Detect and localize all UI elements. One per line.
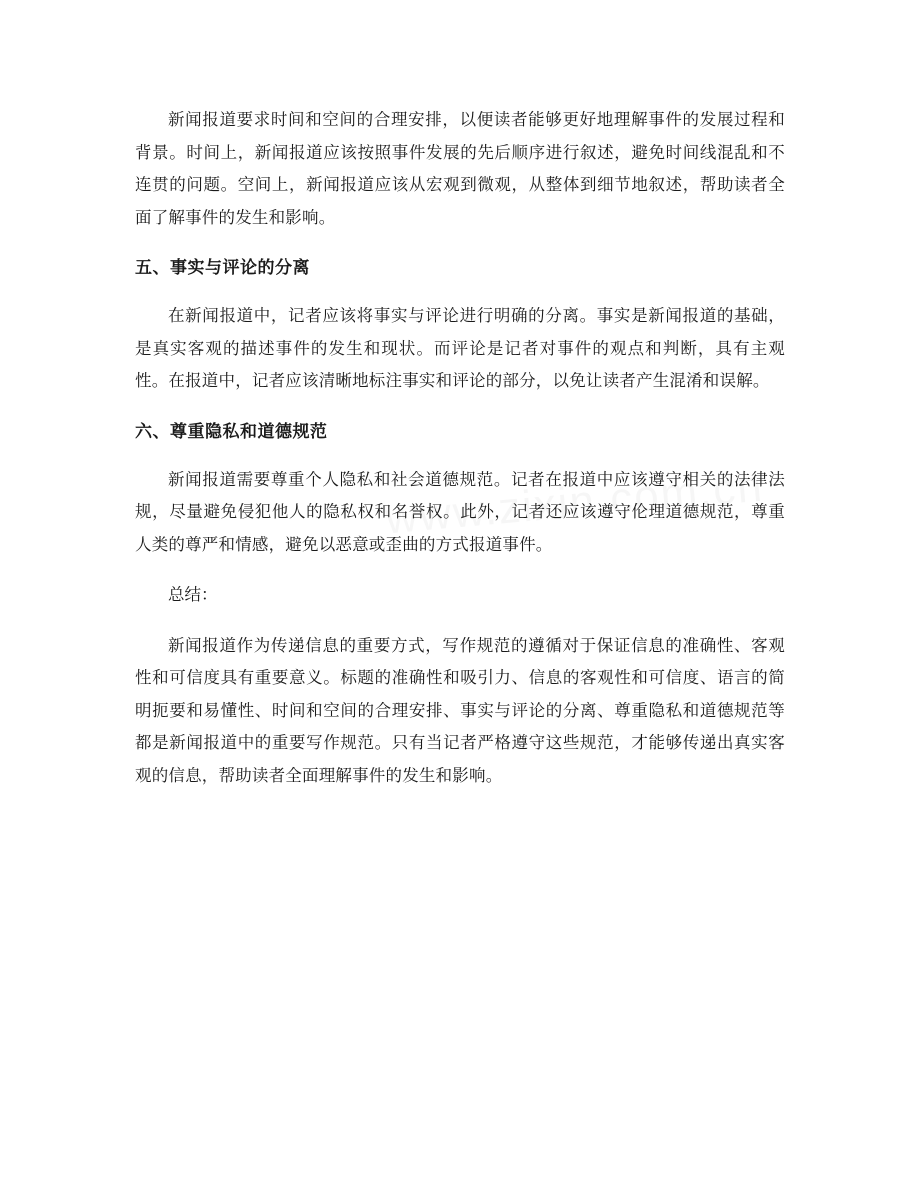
section-heading-6: 六、尊重隐私和道德规范 [135,421,328,442]
section-heading-5: 五、事实与评论的分离 [135,258,310,278]
document-body [135,104,785,810]
paragraph-time-space: 新闻报道要求时间和空间的合理安排，以便读者能够更好地理解事件的发展过程和背景。时间上，新闻报道应该按照事件发展的先后顺序进行叙述，避免时间线混乱和不连贯的问题。空间上，新闻报道应该从宏观到微观，从整体到细节地叙述，帮助读者全面了解事件的发生和影响。 [135,110,785,227]
paragraph-summary: 新闻报道作为传递信息的重要方式，写作规范的遵循对于保证信息的准确性、客观性和可信度具有重要意义。标题的准确性和吸引力、信息的客观性和可信度、语言的简明扼要和易懂性、时间和空间的合理安排、事实与评论的分离、尊重隐私和道德规范等都是新闻报道中的重要写作规范。只有当记者严格遵守这些规范，才能够传递出真实客观的信息，帮助读者全面理解事件的发生和影响。 [135,635,785,785]
paragraph-privacy-ethics: 新闻报道需要尊重个人隐私和社会道德规范。记者在报道中应该遵守相关的法律法规，尽量避免侵犯他人的隐私权和名誉权。此外，记者还应该遵守伦理道德规范，尊重人类的尊严和情感，避免以恶意或歪曲的方式报道事件。 [135,469,785,554]
paragraph-fact-comment: 在新闻报道中，记者应该将事实与评论进行明确的分离。事实是新闻报道的基础，是真实客观的描述事件的发生和现状。而评论是记者对事件的观点和判断，具有主观性。在报道中，记者应该清晰地标注事实和评论的部分，以免让读者产生混淆和误解。 [135,306,785,390]
summary-label: 总结： [168,585,218,604]
